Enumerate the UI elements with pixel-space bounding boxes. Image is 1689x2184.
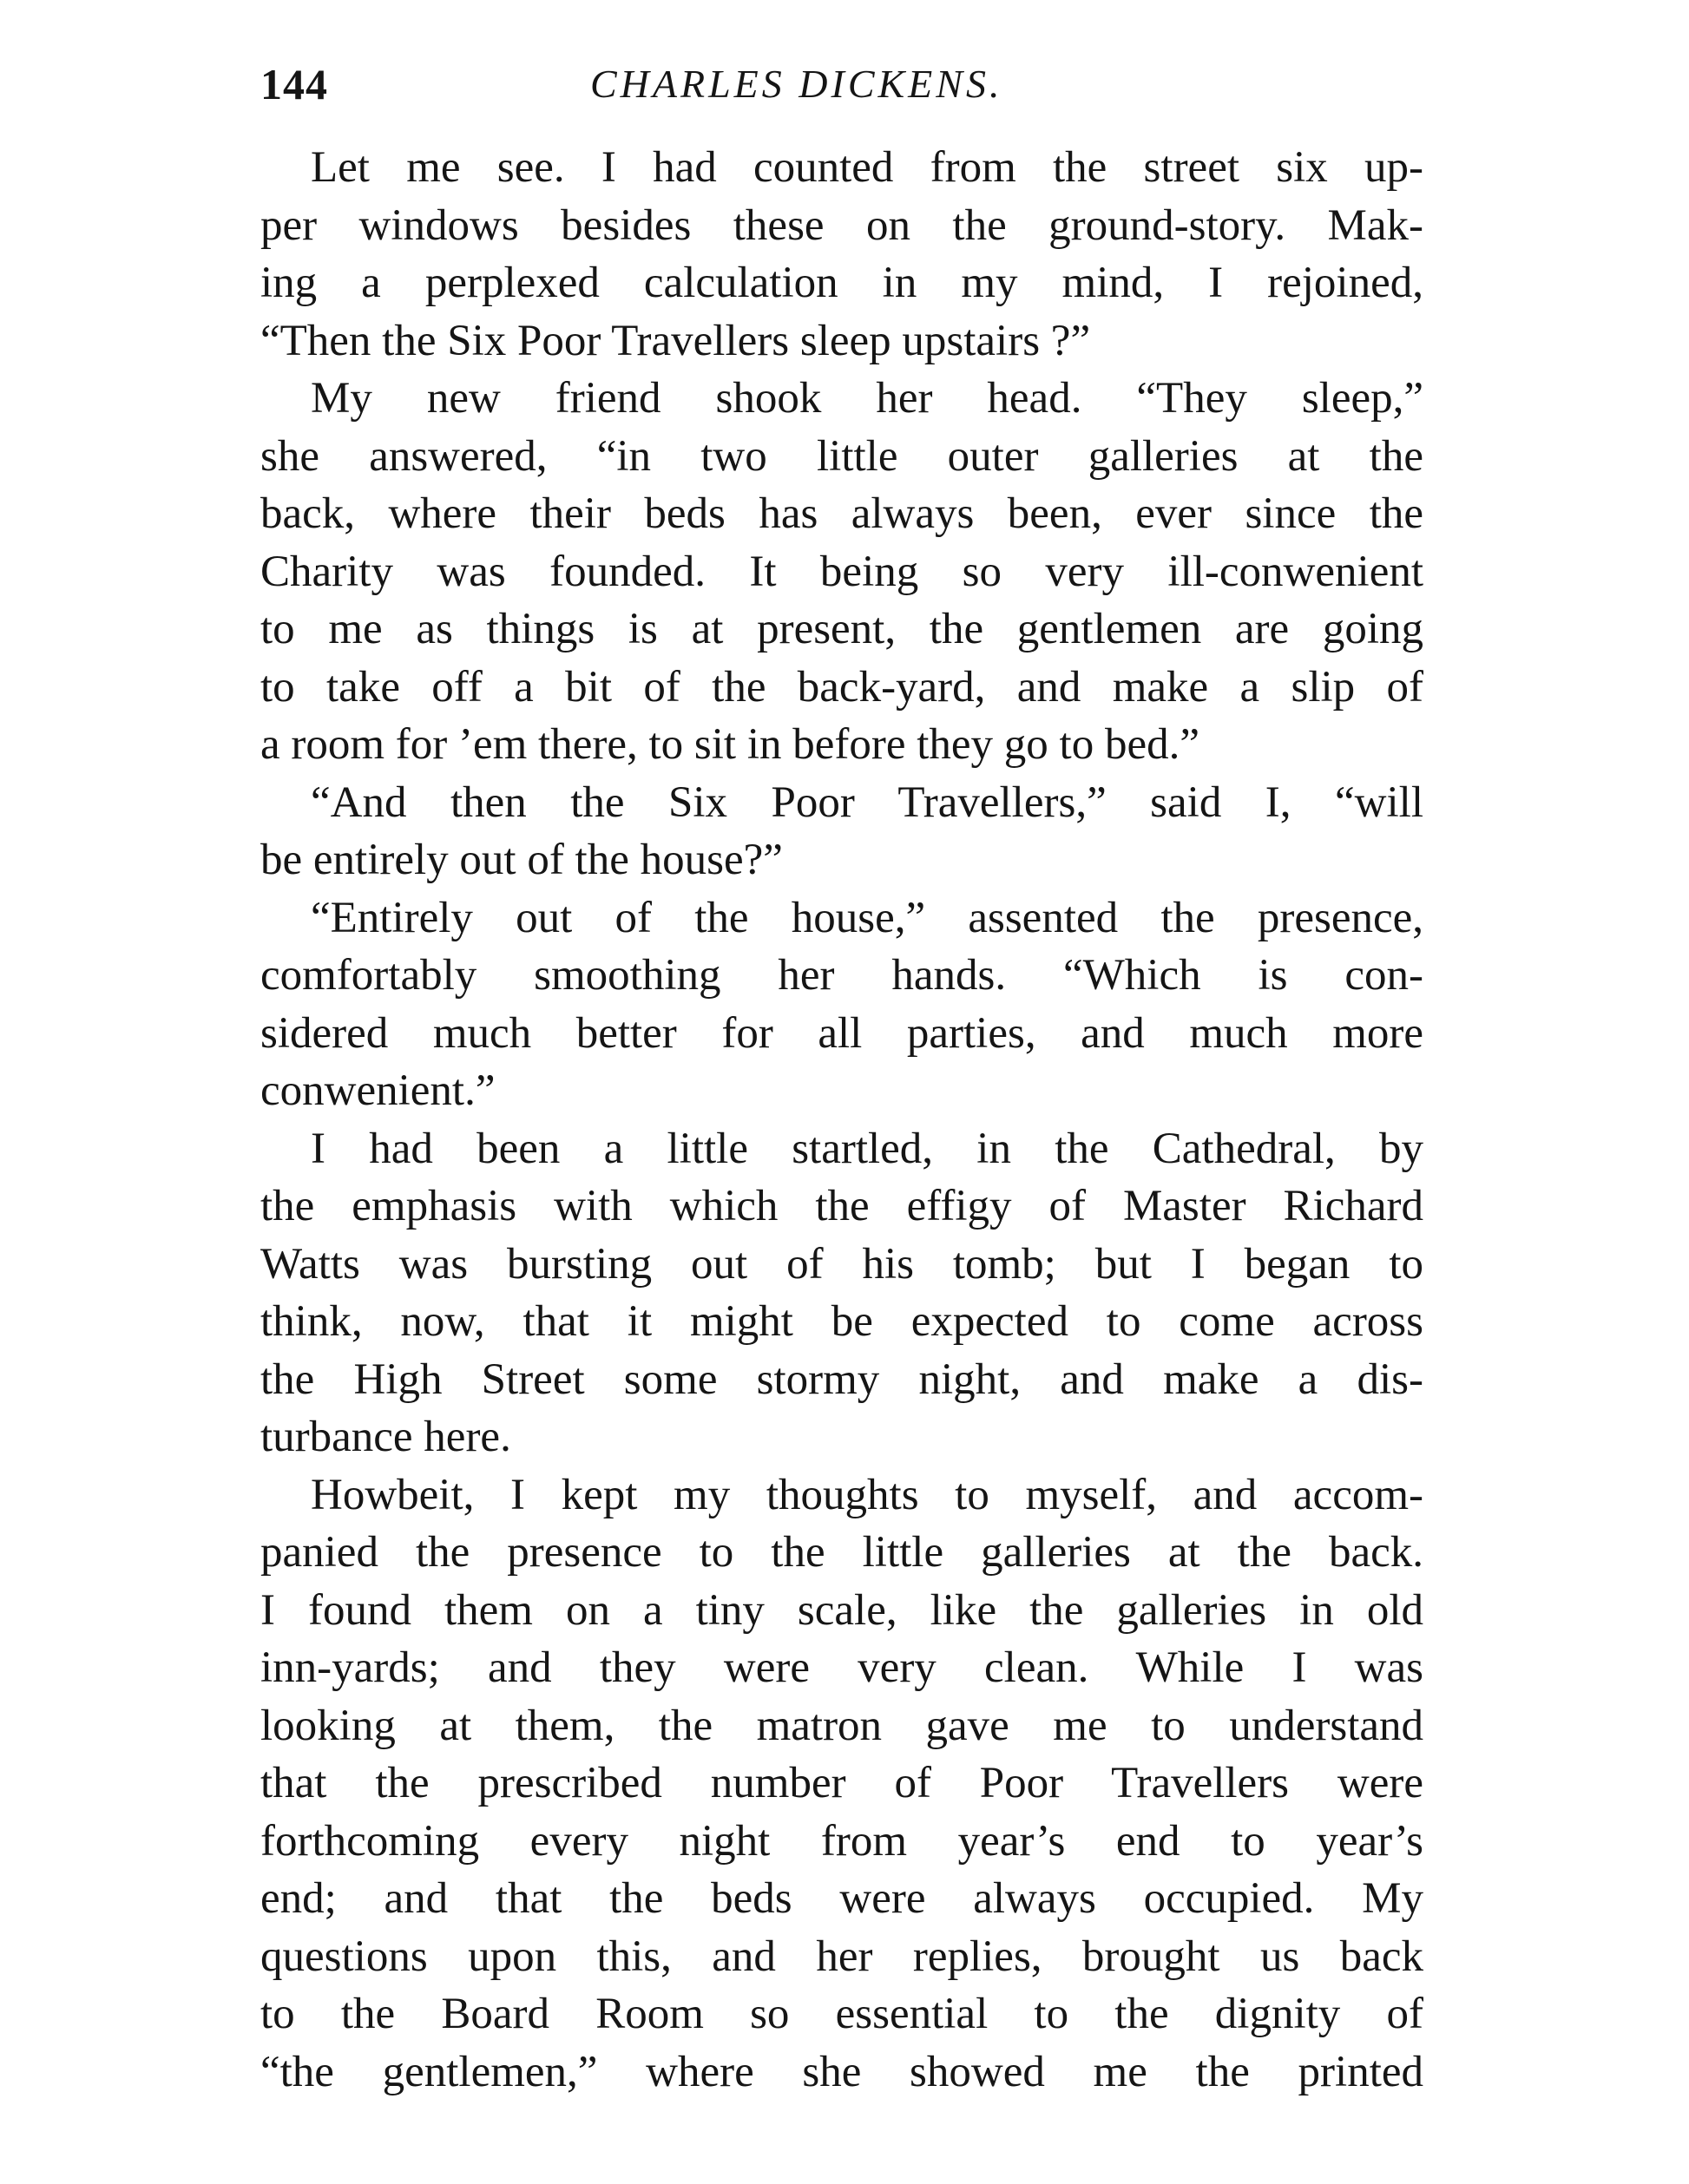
text-line: “And then the Six Poor Travellers,” said I, “will (311, 777, 1423, 827)
text-line: My new friend shook her head. “They sleep,” (311, 374, 1423, 423)
text-line: I found them on a tiny scale, like the galleries in old (260, 1585, 1423, 1635)
text-line: per windows besides these on the ground-story. Mak- (260, 200, 1423, 250)
text-line: to take off a bit of the back-yard, and make a slip of (260, 662, 1423, 712)
text-line: forthcoming every night from year’s end to year’s (260, 1816, 1423, 1866)
text-line: sidered much better for all parties, and much more (260, 1008, 1423, 1058)
page-number: 144 (260, 60, 328, 108)
text-line: panied the presence to the little galleries at the back. (260, 1528, 1423, 1577)
text-line: she answered, “in two little outer galleries at the (260, 431, 1423, 481)
text-line: Watts was bursting out of his tomb; but I began to (260, 1239, 1423, 1289)
text-line: turbance here. (260, 1413, 511, 1461)
text-line: the High Street some stormy night, and make a dis- (260, 1354, 1423, 1404)
text-line: the emphasis with which the effigy of Master Richard (260, 1182, 1423, 1230)
text-line: that the prescribed number of Poor Travellers were (260, 1759, 1423, 1807)
text-line: looking at them, the matron gave me to understand (260, 1701, 1423, 1750)
text-line: think, now, that it might be expected to come across (260, 1297, 1423, 1346)
text-line: I had been a little startled, in the Cathedral, by (311, 1124, 1423, 1173)
text-line: “Entirely out of the house,” assented the presence, (311, 893, 1423, 942)
text-line: ing a perplexed calculation in my mind, I rejoined, (260, 259, 1423, 307)
text-line: inn-yards; and they were very clean. While I was (260, 1643, 1423, 1692)
text-line: “Then the Six Poor Travellers sleep upstairs ?” (260, 316, 1091, 365)
text-line: be entirely out of the house?” (260, 836, 783, 884)
body-text (260, 139, 1423, 2101)
text-line: “the gentlemen,” where she showed me the printed (260, 2047, 1423, 2096)
text-line: Let me see. I had counted from the street six up- (311, 143, 1423, 192)
running-head (260, 54, 1423, 115)
text-line: a room for ’em there, to sit in before they go to bed.” (260, 720, 1199, 769)
text-line: questions upon this, and her replies, brought us back (260, 1931, 1423, 1981)
text-line: comfortably smoothing her hands. “Which is con- (260, 951, 1423, 1000)
text-line: end; and that the beds were always occupied. My (260, 1874, 1423, 1923)
running-title: CHARLES DICKENS. (590, 62, 1003, 106)
text-line: to me as things is at present, the gentlemen are going (260, 605, 1423, 653)
text-line: to the Board Room so essential to the dignity of (260, 1990, 1423, 2038)
text-line: back, where their beds has always been, ever since the (260, 489, 1423, 538)
text-line: conwenient.” (260, 1066, 496, 1115)
text-line: Howbeit, I kept my thoughts to myself, and accom- (311, 1470, 1423, 1519)
text-line: Charity was founded. It being so very ill-conwenient (260, 547, 1423, 596)
